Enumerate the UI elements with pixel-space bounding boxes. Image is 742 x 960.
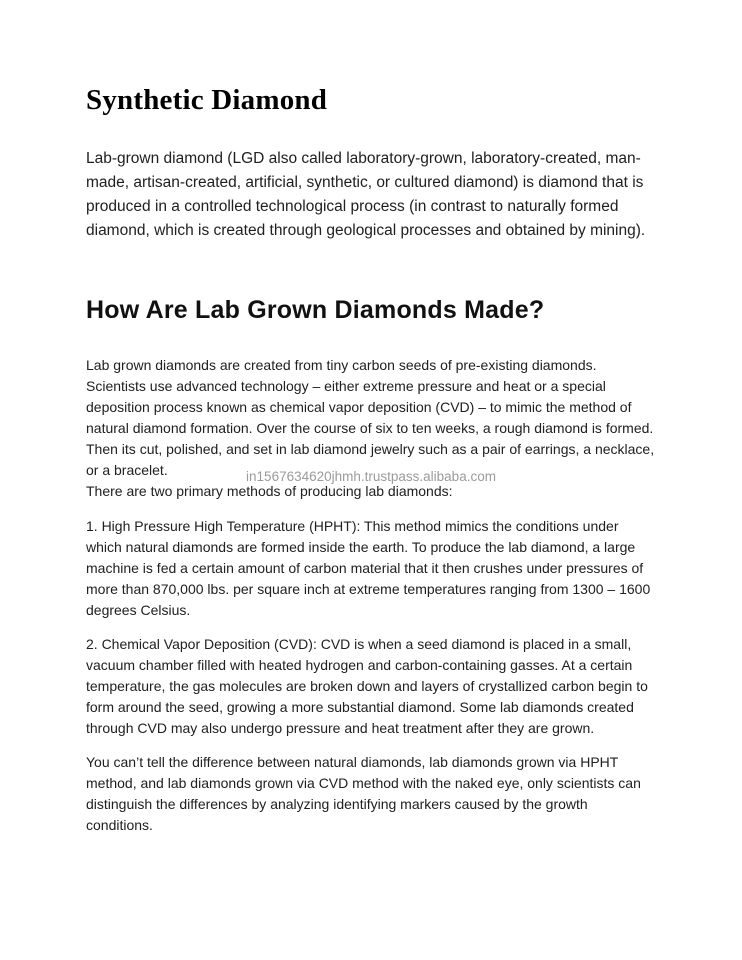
document-content xyxy=(86,0,658,849)
paragraph-methods-lead: There are two primary methods of producing lab diamonds: xyxy=(86,483,453,500)
paragraph-cvd: 2. Chemical Vapor Deposition (CVD): CVD is when a seed diamond is placed in a small, vacuum chamber filled with heated hydrogen and carbon-containing gasses. At a certain temperature, the gas molecules are broken down and layers of crystallized carbon begin to form around the seed, growing a more substantial diamond. Some lab diamonds created through CVD may also undergo pressure and heat treatment after they are grown. xyxy=(86,636,648,737)
watermark-text: in1567634620jhmh.trustpass.alibaba.com xyxy=(246,469,496,484)
intro-paragraph: Lab-grown diamond (LGD also called laboratory-grown, laboratory-created, man-made, artisan-created, artificial, synthetic, or cultured diamond) is diamond that is produced in a controlled technological process (in contrast to naturally formed diamond, which is created through geological processes and obtained by mining). xyxy=(86,150,646,240)
paragraph-hpht: 1. High Pressure High Temperature (HPHT): This method mimics the conditions under which natural diamonds are formed inside the earth. To produce the lab diamond, a large machine is fed a certain amount of carbon material that it then crushes under pressures of more than 870,000 lbs. per square inch at extreme temperatures ranging from 1300 – 1600 degrees Celsius. xyxy=(86,518,651,619)
document-title: Synthetic Diamond xyxy=(86,84,328,116)
paragraph-overview: Lab grown diamonds are created from tiny carbon seeds of pre-existing diamonds. Scientists use advanced technology – either extreme pressure and heat or a special deposition process known as chemical vapor deposition (CVD) – to mimic the method of natural diamond formation. Over the course of six to ten weeks, a rough diamond is formed. Then its cut, polished, and set in lab diamond jewelry such as a pair of earrings, a necklace, or a bracelet. xyxy=(86,357,655,479)
section-heading: How Are Lab Grown Diamonds Made? xyxy=(86,296,545,325)
paragraph-comparison: You can’t tell the difference between natural diamonds, lab diamonds grown via HPHT method, and lab diamonds grown via CVD method with the naked eye, only scientists can distinguish the differences by analyzing identifying markers caused by the growth conditions. xyxy=(86,754,641,834)
